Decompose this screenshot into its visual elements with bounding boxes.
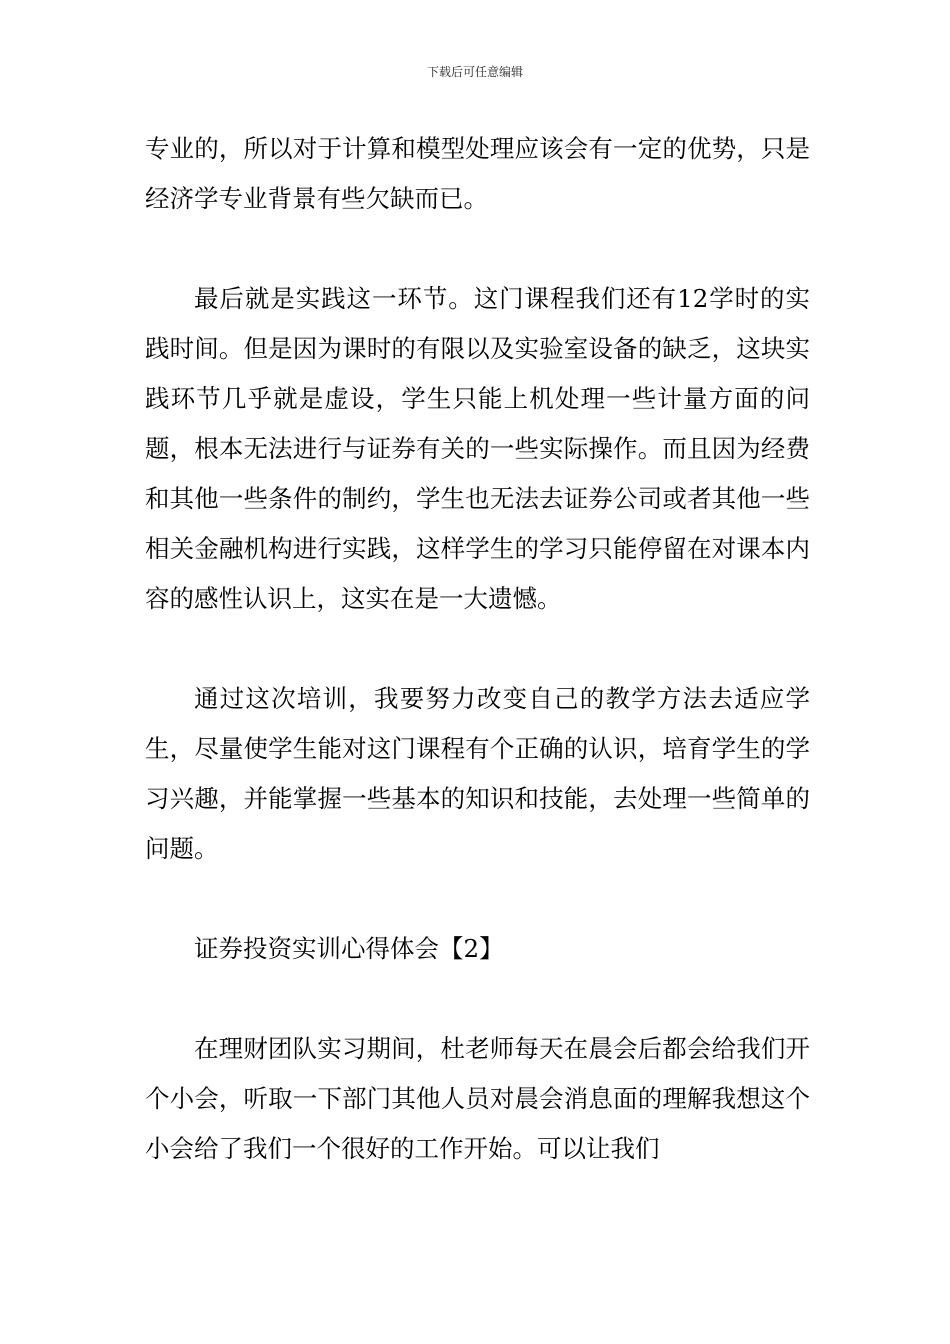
section-heading: 证券投资实训心得体会【2】 xyxy=(194,934,504,963)
paragraph-continuation: 专业的，所以对于计算和模型处理应该会有一定的优势，只是经济学专业背景有些欠缺而已。 xyxy=(145,134,810,213)
paragraph-training: 通过这次培训，我要努力改变自己的教学方法去适应学生，尽量使学生能对这门课程有个正确的认识，培育学生的学习兴趣，并能掌握一些基本的知识和技能，去处理一些简单的问题。 xyxy=(145,684,810,863)
page-header: 下载后可任意编辑 xyxy=(426,65,523,79)
paragraph-internship: 在理财团队实习期间，杜老师每天在晨会后都会给我们开个小会，听取一下部门其他人员对晨会消息面的理解我想这个小会给了我们一个很好的工作开始。可以让我们 xyxy=(145,1034,810,1163)
paragraph-practice: 最后就是实践这一环节。这门课程我们还有12学时的实践时间。但是因为课时的有限以及实验室设备的缺乏，这块实践环节几乎就是虚设，学生只能上机处理一些计量方面的问题，根本无法进行与证券有关的一些实际操作。而且因为经费和其他一些条件的制约，学生也无法去证券公司或者其他一些相关金融机构进行实践，这样学生的学习只能停留在对课本内容的感性认识上，这实在是一大遗憾。 xyxy=(145,284,810,613)
document-body xyxy=(145,124,810,1224)
